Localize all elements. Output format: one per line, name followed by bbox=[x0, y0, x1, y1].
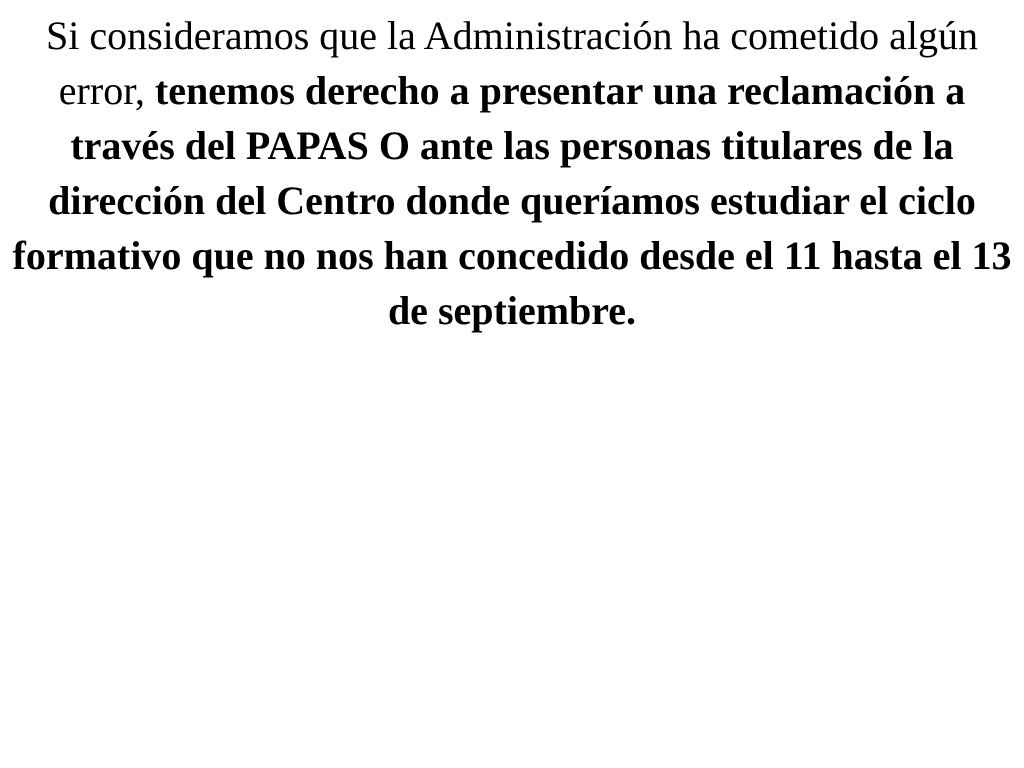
paragraph-bold-text: tenemos derecho a presentar una reclamación a través del PAPAS O ante las personas titulares de la dirección del Centro donde queríamos estudiar el ciclo formativo que no nos han concedido desde el 11 hasta el 13 de septiembre. bbox=[12, 68, 1012, 333]
paragraph-regular-text: Si consideramos que la Administración ha cometido algún error, bbox=[45, 13, 979, 113]
slide-paragraph bbox=[10, 8, 1014, 338]
